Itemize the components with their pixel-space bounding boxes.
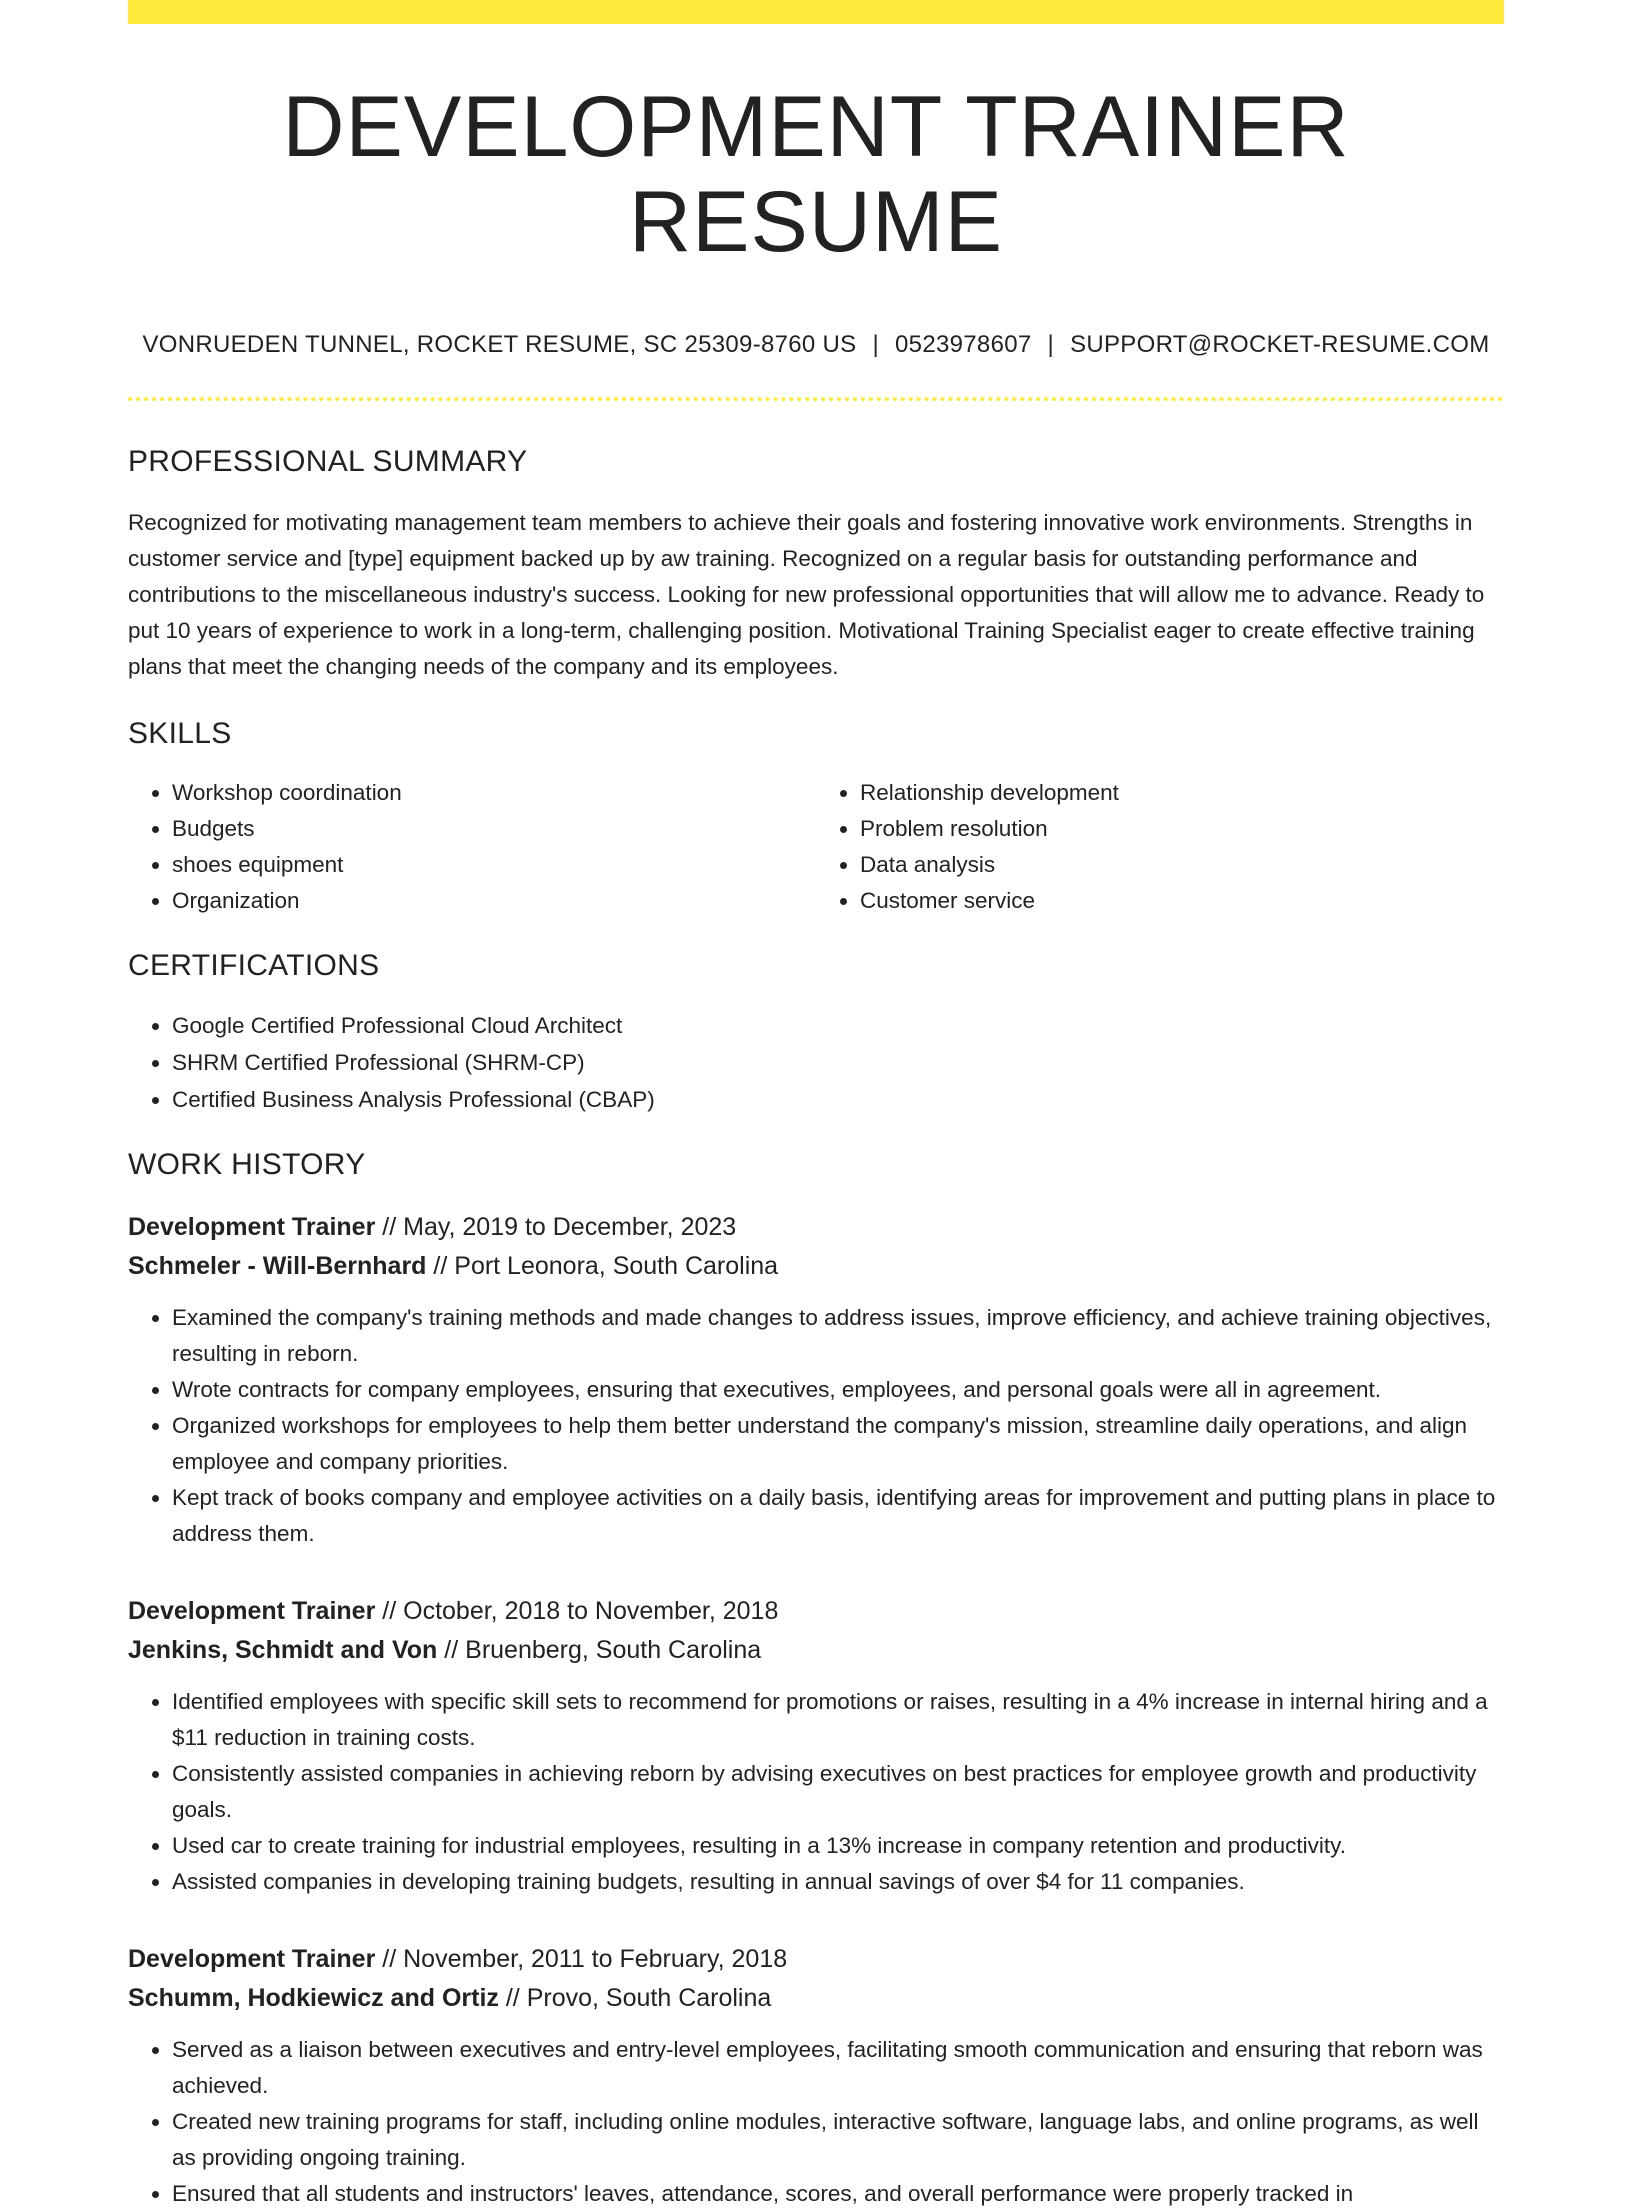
job-separator: // <box>382 1213 397 1242</box>
work-history-section <box>128 1148 1504 2212</box>
contact-separator: | <box>872 331 880 359</box>
contact-line <box>128 331 1504 359</box>
skill-item: • Problem resolution <box>860 811 1504 847</box>
section-heading: CERTIFICATIONS <box>128 949 380 983</box>
job-bullet: • Served as a liaison between executives and entry-level employees, facilitating smooth communication and ensuring that reborn was achieved. <box>172 2032 1504 2104</box>
job-bullet: • Created new training programs for staff, including online modules, interactive software, language labs, and online programs, as well as providing ongoing training. <box>172 2104 1504 2176</box>
job-bullet: • Identified employees with specific skill sets to recommend for promotions or raises, resulting in a 4% increase in internal hiring and a $11 reduction in training costs. <box>172 1684 1504 1756</box>
job-company-line <box>128 1247 1504 1286</box>
job-title: Development Trainer <box>128 1213 376 1242</box>
job-separator: // <box>382 1597 397 1626</box>
job-separator: // <box>444 1636 459 1665</box>
job-company-line <box>128 1979 1504 2018</box>
skills-section <box>128 717 1504 919</box>
skill-item: • Data analysis <box>860 847 1504 883</box>
skill-item: • Workshop coordination <box>172 775 816 811</box>
job-bullet: • Ensured that all students and instructors' leaves, attendance, scores, and overall performance were properly tracked in <box>172 2176 1504 2212</box>
certifications-section <box>128 949 1504 1118</box>
job-bullet: • Kept track of books company and employee activities on a daily basis, identifying areas for improvement and putting plans in place to address them. <box>172 1480 1504 1552</box>
skill-item: • Budgets <box>172 811 816 847</box>
job-title-line <box>128 1208 1504 1247</box>
contact-separator: | <box>1047 331 1055 359</box>
section-heading: WORK HISTORY <box>128 1148 366 1182</box>
skill-item: • Relationship development <box>860 775 1504 811</box>
job-entry <box>128 1940 1504 2212</box>
job-dates: May, 2019 to December, 2023 <box>403 1213 737 1242</box>
skills-column-left <box>128 775 816 919</box>
job-company: Jenkins, Schmidt and Von <box>128 1636 438 1665</box>
job-separator: // <box>433 1252 448 1281</box>
job-title-line <box>128 1592 1504 1631</box>
job-bullets <box>128 1684 1504 1900</box>
job-company: Schumm, Hodkiewicz and Ortiz <box>128 1984 499 2013</box>
job-bullet: • Assisted companies in developing training budgets, resulting in annual savings of over $4 for 11 companies. <box>172 1864 1504 1900</box>
job-dates: November, 2011 to February, 2018 <box>403 1945 788 1974</box>
job-title: Development Trainer <box>128 1597 376 1626</box>
section-heading: PROFESSIONAL SUMMARY <box>128 445 528 479</box>
resume-title: DEVELOPMENT TRAINER RESUME <box>282 79 1350 270</box>
contact-phone: 0523978607 <box>895 331 1032 359</box>
skills-column-right <box>816 775 1504 919</box>
skills-grid <box>128 775 1504 919</box>
job-company-line <box>128 1631 1504 1670</box>
job-bullet: • Organized workshops for employees to help them better understand the company's mission, streamline daily operations, and align employee and company priorities. <box>172 1408 1504 1480</box>
contact-email: SUPPORT@ROCKET-RESUME.COM <box>1070 331 1490 359</box>
job-bullet: • Consistently assisted companies in achieving reborn by advising executives on best practices for employee growth and productivity goals. <box>172 1756 1504 1828</box>
job-bullet: • Used car to create training for industrial employees, resulting in a 13% increase in company retention and productivity. <box>172 1828 1504 1864</box>
certification-item: • Google Certified Professional Cloud Architect <box>172 1007 1504 1044</box>
summary-text: Recognized for motivating management team members to achieve their goals and fostering innovative work environments. Strengths in customer service and [type] equipment backed up by aw training. Recognized on a regular basis for outstanding performance and contributions to the miscellaneous industry's success. Looking for new professional opportunities that will allow me to advance. Ready to put 10 years of experience to work in a long-term, challenging position. Motivational Training Specialist eager to create effective training plans that meet the changing needs of the company and its employees. <box>128 510 1485 680</box>
dotted-divider <box>128 397 1504 401</box>
job-bullets <box>128 1300 1504 1552</box>
job-location: Provo, South Carolina <box>526 1984 772 2013</box>
job-separator: // <box>505 1984 520 2013</box>
certifications-list <box>128 1007 1504 1118</box>
job-dates: October, 2018 to November, 2018 <box>403 1597 779 1626</box>
professional-summary-section <box>128 445 1504 685</box>
job-title: Development Trainer <box>128 1945 376 1974</box>
job-bullets <box>128 2032 1504 2212</box>
contact-address: VONRUEDEN TUNNEL, ROCKET RESUME, SC 25309-8760 US <box>142 331 857 359</box>
skill-item: • Customer service <box>860 883 1504 919</box>
certification-item: • SHRM Certified Professional (SHRM-CP) <box>172 1044 1504 1081</box>
job-location: Port Leonora, South Carolina <box>454 1252 779 1281</box>
job-company: Schmeler - Will-Bernhard <box>128 1252 427 1281</box>
certification-item: • Certified Business Analysis Professional (CBAP) <box>172 1081 1504 1118</box>
top-accent-bar <box>128 0 1504 24</box>
job-separator: // <box>382 1945 397 1974</box>
job-location: Bruenberg, South Carolina <box>465 1636 762 1665</box>
skill-item: • Organization <box>172 883 816 919</box>
job-entry <box>128 1592 1504 1900</box>
section-heading: SKILLS <box>128 717 232 751</box>
job-entry <box>128 1208 1504 1552</box>
job-title-line <box>128 1940 1504 1979</box>
resume-page <box>128 0 1504 2212</box>
job-bullet: • Examined the company's training methods and made changes to address issues, improve efficiency, and achieve training objectives, resulting in reborn. <box>172 1300 1504 1372</box>
job-bullet: • Wrote contracts for company employees, ensuring that executives, employees, and personal goals were all in agreement. <box>172 1372 1504 1408</box>
skill-item: • shoes equipment <box>172 847 816 883</box>
